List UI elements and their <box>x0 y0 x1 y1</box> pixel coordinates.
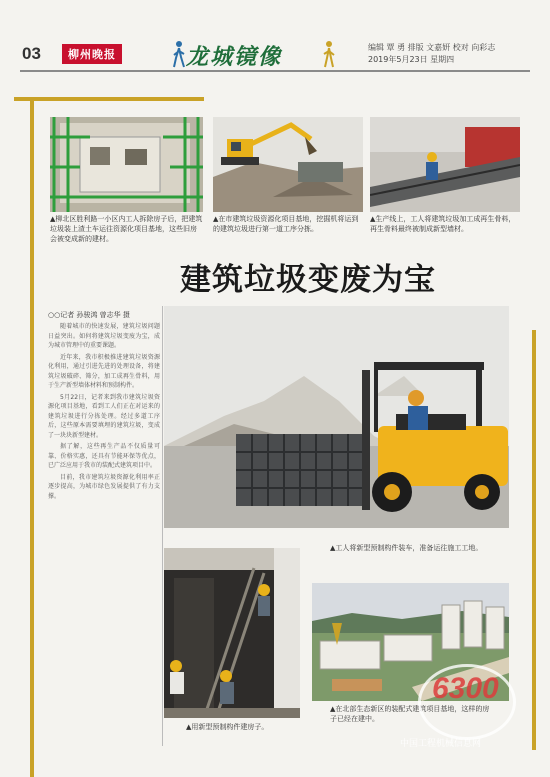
page-number: 03 <box>22 44 41 63</box>
editor-line: 编辑 覃 勇 排版 文嘉妍 校对 向彩志 <box>368 43 496 52</box>
photo-caption: ▲在市建筑垃圾资源化项目基地，挖掘机将运到的建筑垃圾进行第一道工序分拣。 <box>213 215 359 233</box>
column-title: 龙城镜像 <box>186 45 283 70</box>
photo-installation <box>164 548 300 718</box>
photo-caption: ▲工人将新型预制构件装车，准备运往施工工地。 <box>330 544 483 552</box>
header-info <box>368 42 495 66</box>
watermark-site-name: 中国工程机械信息网 <box>400 739 482 749</box>
column-divider <box>162 306 163 746</box>
photo-forklift <box>164 306 509 528</box>
gold-frame-left <box>30 97 34 777</box>
photo-caption: ▲用新型预制构件建房子。 <box>186 723 269 731</box>
article-paragraph: 目前，我市建筑垃圾资源化利用率正逐步提高，为城市绿色发展提供了有力支撑。 <box>48 473 160 500</box>
photo-caption: ▲柳北区胜利路一小区内工人拆除房子后，把建筑垃圾装上渣土车运往资源化项目基地，这些旧房会被变成新的建材。 <box>50 215 203 243</box>
date-line: 2019年5月23日 星期四 <box>368 55 455 64</box>
photo-caption: ▲在北部生态新区的装配式建筑项目基地，这样的房子已经在建中。 <box>330 705 490 723</box>
article-paragraph: 据了解，这些再生产品不仅质量可靠、价格实惠，还具有节能环保等优点，已广泛应用于我市的装配式建筑项目中。 <box>48 443 160 469</box>
photo-caption: ▲生产线上，工人将建筑垃圾加工成再生骨料，再生骨料最终被制成新型墙材。 <box>370 215 516 233</box>
article-paragraph: 近年来，我市积极推进建筑垃圾资源化利用，通过引进先进的处理设备，将建筑垃圾破碎、筛分，加工成再生骨料，用于生产新型墙体材料和预制构件。 <box>48 353 160 389</box>
walking-figure-icon <box>172 40 186 68</box>
photo-excavator <box>213 117 363 212</box>
paper-logo: 柳州晚报 <box>62 44 122 64</box>
header-rule <box>20 70 530 72</box>
article-paragraph: 随着城市的快速发展，建筑垃圾问题日益突出。如何将建筑垃圾变废为宝，成为城市管理中的重要课题。 <box>48 323 160 349</box>
walking-figure-icon <box>322 40 336 68</box>
photo-demolition <box>50 117 203 212</box>
gold-frame-right <box>532 330 536 750</box>
watermark-logo: 6300 <box>432 672 499 705</box>
photo-production-line <box>370 117 520 212</box>
article-byline: ○○记者 孙骏鸿 曾志华 摄 <box>48 311 130 319</box>
article-headline: 建筑垃圾变废为宝 <box>180 262 436 298</box>
article-body <box>48 322 160 503</box>
gold-frame-top <box>14 97 204 101</box>
article-paragraph: 5月22日，记者来到我市建筑垃圾资源化项目基地，看到工人们正在对运来的建筑垃圾进行分拣处理。经过多道工序后，这些原本需要填埋的建筑垃圾，变成了一块块新型建材。 <box>48 393 160 439</box>
